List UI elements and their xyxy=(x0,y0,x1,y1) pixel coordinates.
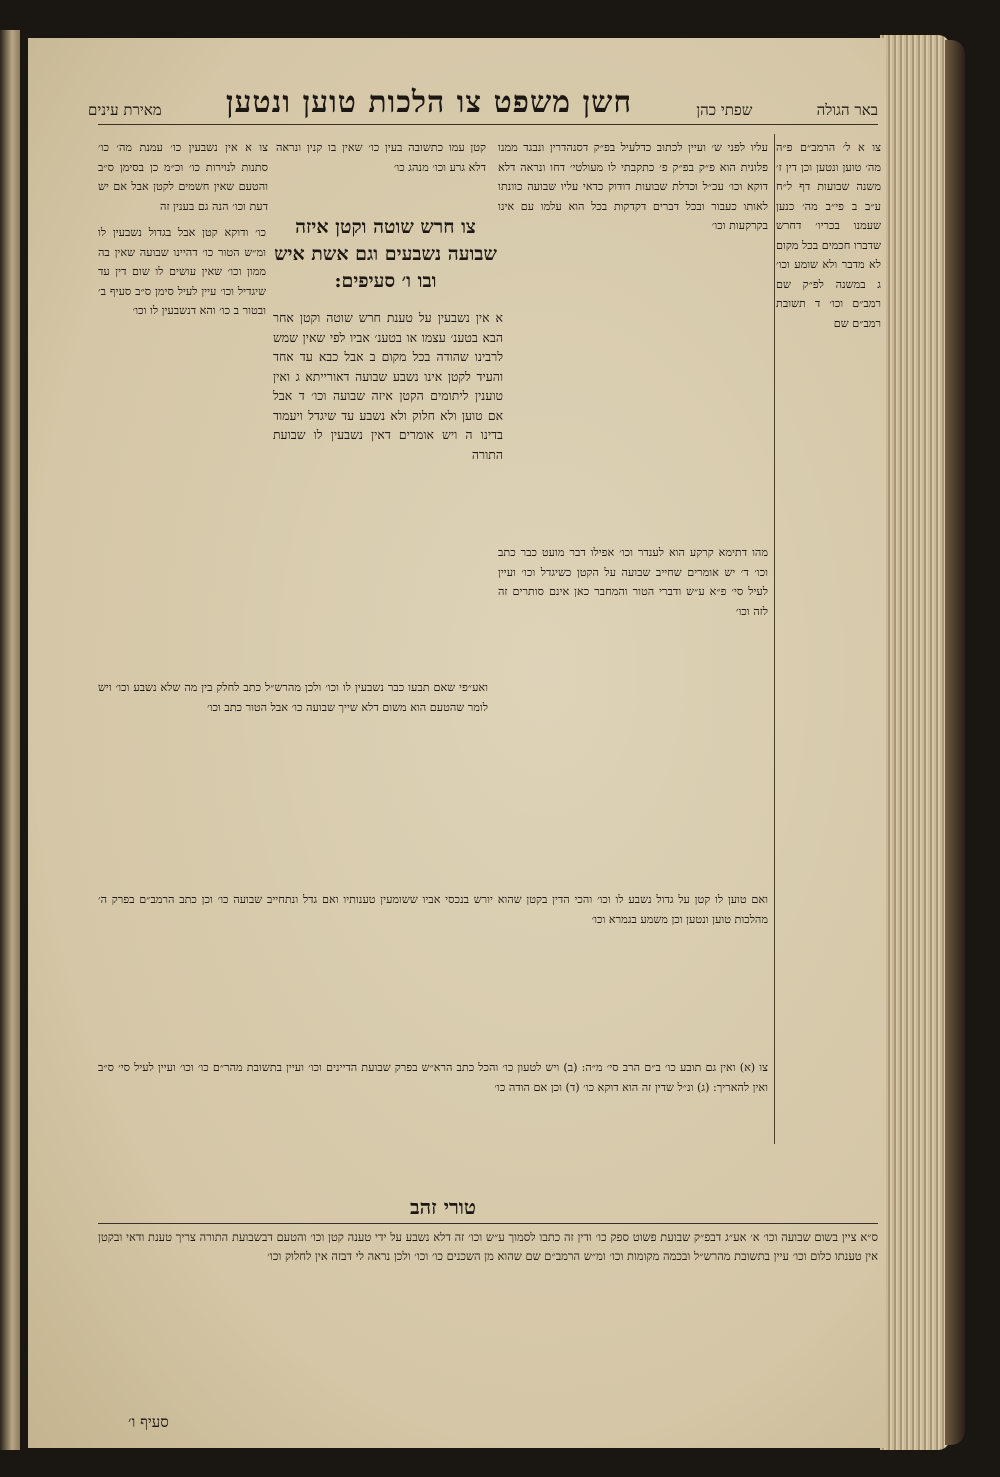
commentary-column-top-mid xyxy=(276,138,486,218)
shach-column xyxy=(98,223,266,663)
cheshbon-text: קטן עמו כתשובה בעין כו׳ שאין בו קנין ונראה דלא גרע וכו׳ מנהג כו׳ xyxy=(276,141,486,174)
be-er-text: צו א ל׳ הרמב״ם פ״ה מה׳ טוען ונטען וכן דין ז׳ משנה שבועות דף ל״ח ע״ב ב פי״ב מה׳ כנען שעמנו בכריו׳ דחרש שדברו חכמים בכל מקום לא מדבר ולא שומע וכו׳ ג במשנה לפ״ק שם רמב״ם וכו׳ ד תשובת רמב״ם שם xyxy=(776,141,881,330)
header-rule xyxy=(98,124,878,125)
page-title: חשן משפט צו הלכות טוען ונטען xyxy=(225,85,633,120)
main-text: א אין נשבעין על טענת חרש שוטה וקטן אחר הבא בטענ׳ עצמו או בטענ׳ אביו לפי שאין שמש לרבינו שהודה בכל מקום ב אבל כבא עד אחד והעיד לקטן אינו נשבע שבועה דאורייתא ג ואין טוענין ליתומים הקטן איזה שבועה וכו׳ ד אבל אם טוען ולא חלוק ולא נשבע עד שיגדל ויעמוד בדינו ה ויש אומרים דאין נשבעין לו שבועת התורה xyxy=(273,310,503,462)
catchword: סעיף ו׳ xyxy=(128,1413,169,1431)
taz-heading: טורי זהב xyxy=(410,1195,476,1219)
page-header xyxy=(88,80,878,120)
commentary-column-top-left xyxy=(98,138,268,218)
bottom-left-text: ואע״פי שאם תבעו כבר נשבעין לו וכו׳ ולכן מהרש״ל כתב לחלק בין מה שלא נשבע וכו׳ ויש לומר שהטעם הוא משום דלא שייך שבועה כו׳ אבל הטור כתב וכו׳ xyxy=(98,681,488,714)
header-right-label: באר הגולה xyxy=(816,101,878,119)
left-page-edge xyxy=(0,30,20,1450)
taz-commentary xyxy=(98,1228,878,1383)
book-fore-edge xyxy=(880,35,950,1450)
commentary-notes-block xyxy=(98,1058,768,1186)
main-text-column xyxy=(273,308,503,618)
commentary-block-lower-left xyxy=(98,678,488,888)
taz-rule xyxy=(98,1223,878,1224)
mid-block-text: מהו דתימא קרקע הוא לענדר וכו׳ אפילו דבר מועט כבר כתב וכו׳ ד׳ יש אומרים שחייב שבועה על הקטן כשיגדל וכו׳ ועיין לעיל סי׳ פ״א ע״ש ודברי הטור והמחבר כאן אינם סותרים זה לזה וכו׳ xyxy=(498,546,768,618)
commentary-wide-block xyxy=(98,890,768,1065)
header-mid-label: שפתי כהן xyxy=(696,101,753,119)
commentary-column-right xyxy=(498,138,768,538)
shach-upper-text: צו א אין נשבעין כו׳ עמנת מה׳ כו׳ סתנות לנוירות כו׳ וכ״מ כן בסימן ס״ב והטעם שאין חשמים לקטן אבל אם יש דעת וכו׳ הנה גם בענין זה xyxy=(98,141,268,213)
shach-left-text: כו׳ ודוקא קטן אבל בגדול נשבעין לו ומ״ש הטור כו׳ דהיינו שבועה שאין בה ממון וכו׳ שאין עושים לו שום דין עד שיגדיל וכו׳ עיין לעיל סימן ס״ב סעיף ב׳ ובטור ב כו׳ והא דנשבעין לו וכו׳ xyxy=(98,226,266,317)
tur-text: עליו לפני ש׳ ועיין לכתוב כדלעיל בפ״ק דסנהדרין ונבגד ממנו פלונית הוא פ״ק בפ״ק פ׳ כתקבתי לו מעולטי׳ דחו ונראה דלא דוקא וכו׳ עכ״ל וכדלת שבועות דודוק כדאי עליו שבועה כוונתו לאותו כעבור ובכל דברים דקדקות בכל הוא עלמו עם אינו בקרקעות וכו׳ xyxy=(498,141,768,232)
book-binding-edge xyxy=(945,40,965,1445)
header-left-label: מאירת עינים xyxy=(88,101,162,119)
be-er-hagolah-column xyxy=(776,138,881,1138)
column-divider xyxy=(774,134,775,1144)
wide-text-1: ואם טוען לו קטן על גדול נשבע לו וכו׳ והכי הדין בקטן שהוא יורש בנכסי אביו ששומעין טענותיו ואם גדל ונתחייב שבועה כו׳ וכן כתב הרמב״ם בפרק ה׳ מהלכות טוען ונטען וכן משמע בגמרא וכו׳ xyxy=(98,893,768,926)
siman-title: צו חרש שוטה וקטן איזה שבועה נשבעים וגם אשת איש ובו ו׳ סעיפים: xyxy=(274,216,497,292)
wide-text-2: צו (א) ואין גם תובע כו׳ ב״ם הרב סי׳ מ״ה: (ב) ויש לטעון כו׳ והכל כתב הרא״ש בפרק שבועת הדיינים וכו׳ ועיין בתשובת מהר״ם כו׳ וכו׳ ועיין לעיל סי׳ ס״ב ואין להאריך: (ג) ונ״ל שדין זה הוא דוקא כו׳ (ד) וכן אם הודה כו׳ xyxy=(98,1061,768,1094)
taz-text: ס״א ציין בשום שבועה וכו׳ א׳ אע״ג דבפ״ק שבועת פשוט ספק כו׳ ודין זה כתבו לסמוך ע״ש וכו׳ זה דלא נשבע על ידי טענה קטן וכו׳ והטעם דבשבועת התורה צריך טענת ודאי ובקטן אין טענתו כלום וכו׳ עיין בתשובת מהרש״ל ובכמה מקומות וכו׳ ומ״ש הרמב״ם שם שהוא מן השכנים כו׳ וכו׳ ולכן נראה לי דבזה אין לחלוק וכו׳ xyxy=(98,1230,878,1263)
book-page xyxy=(28,38,886,1448)
